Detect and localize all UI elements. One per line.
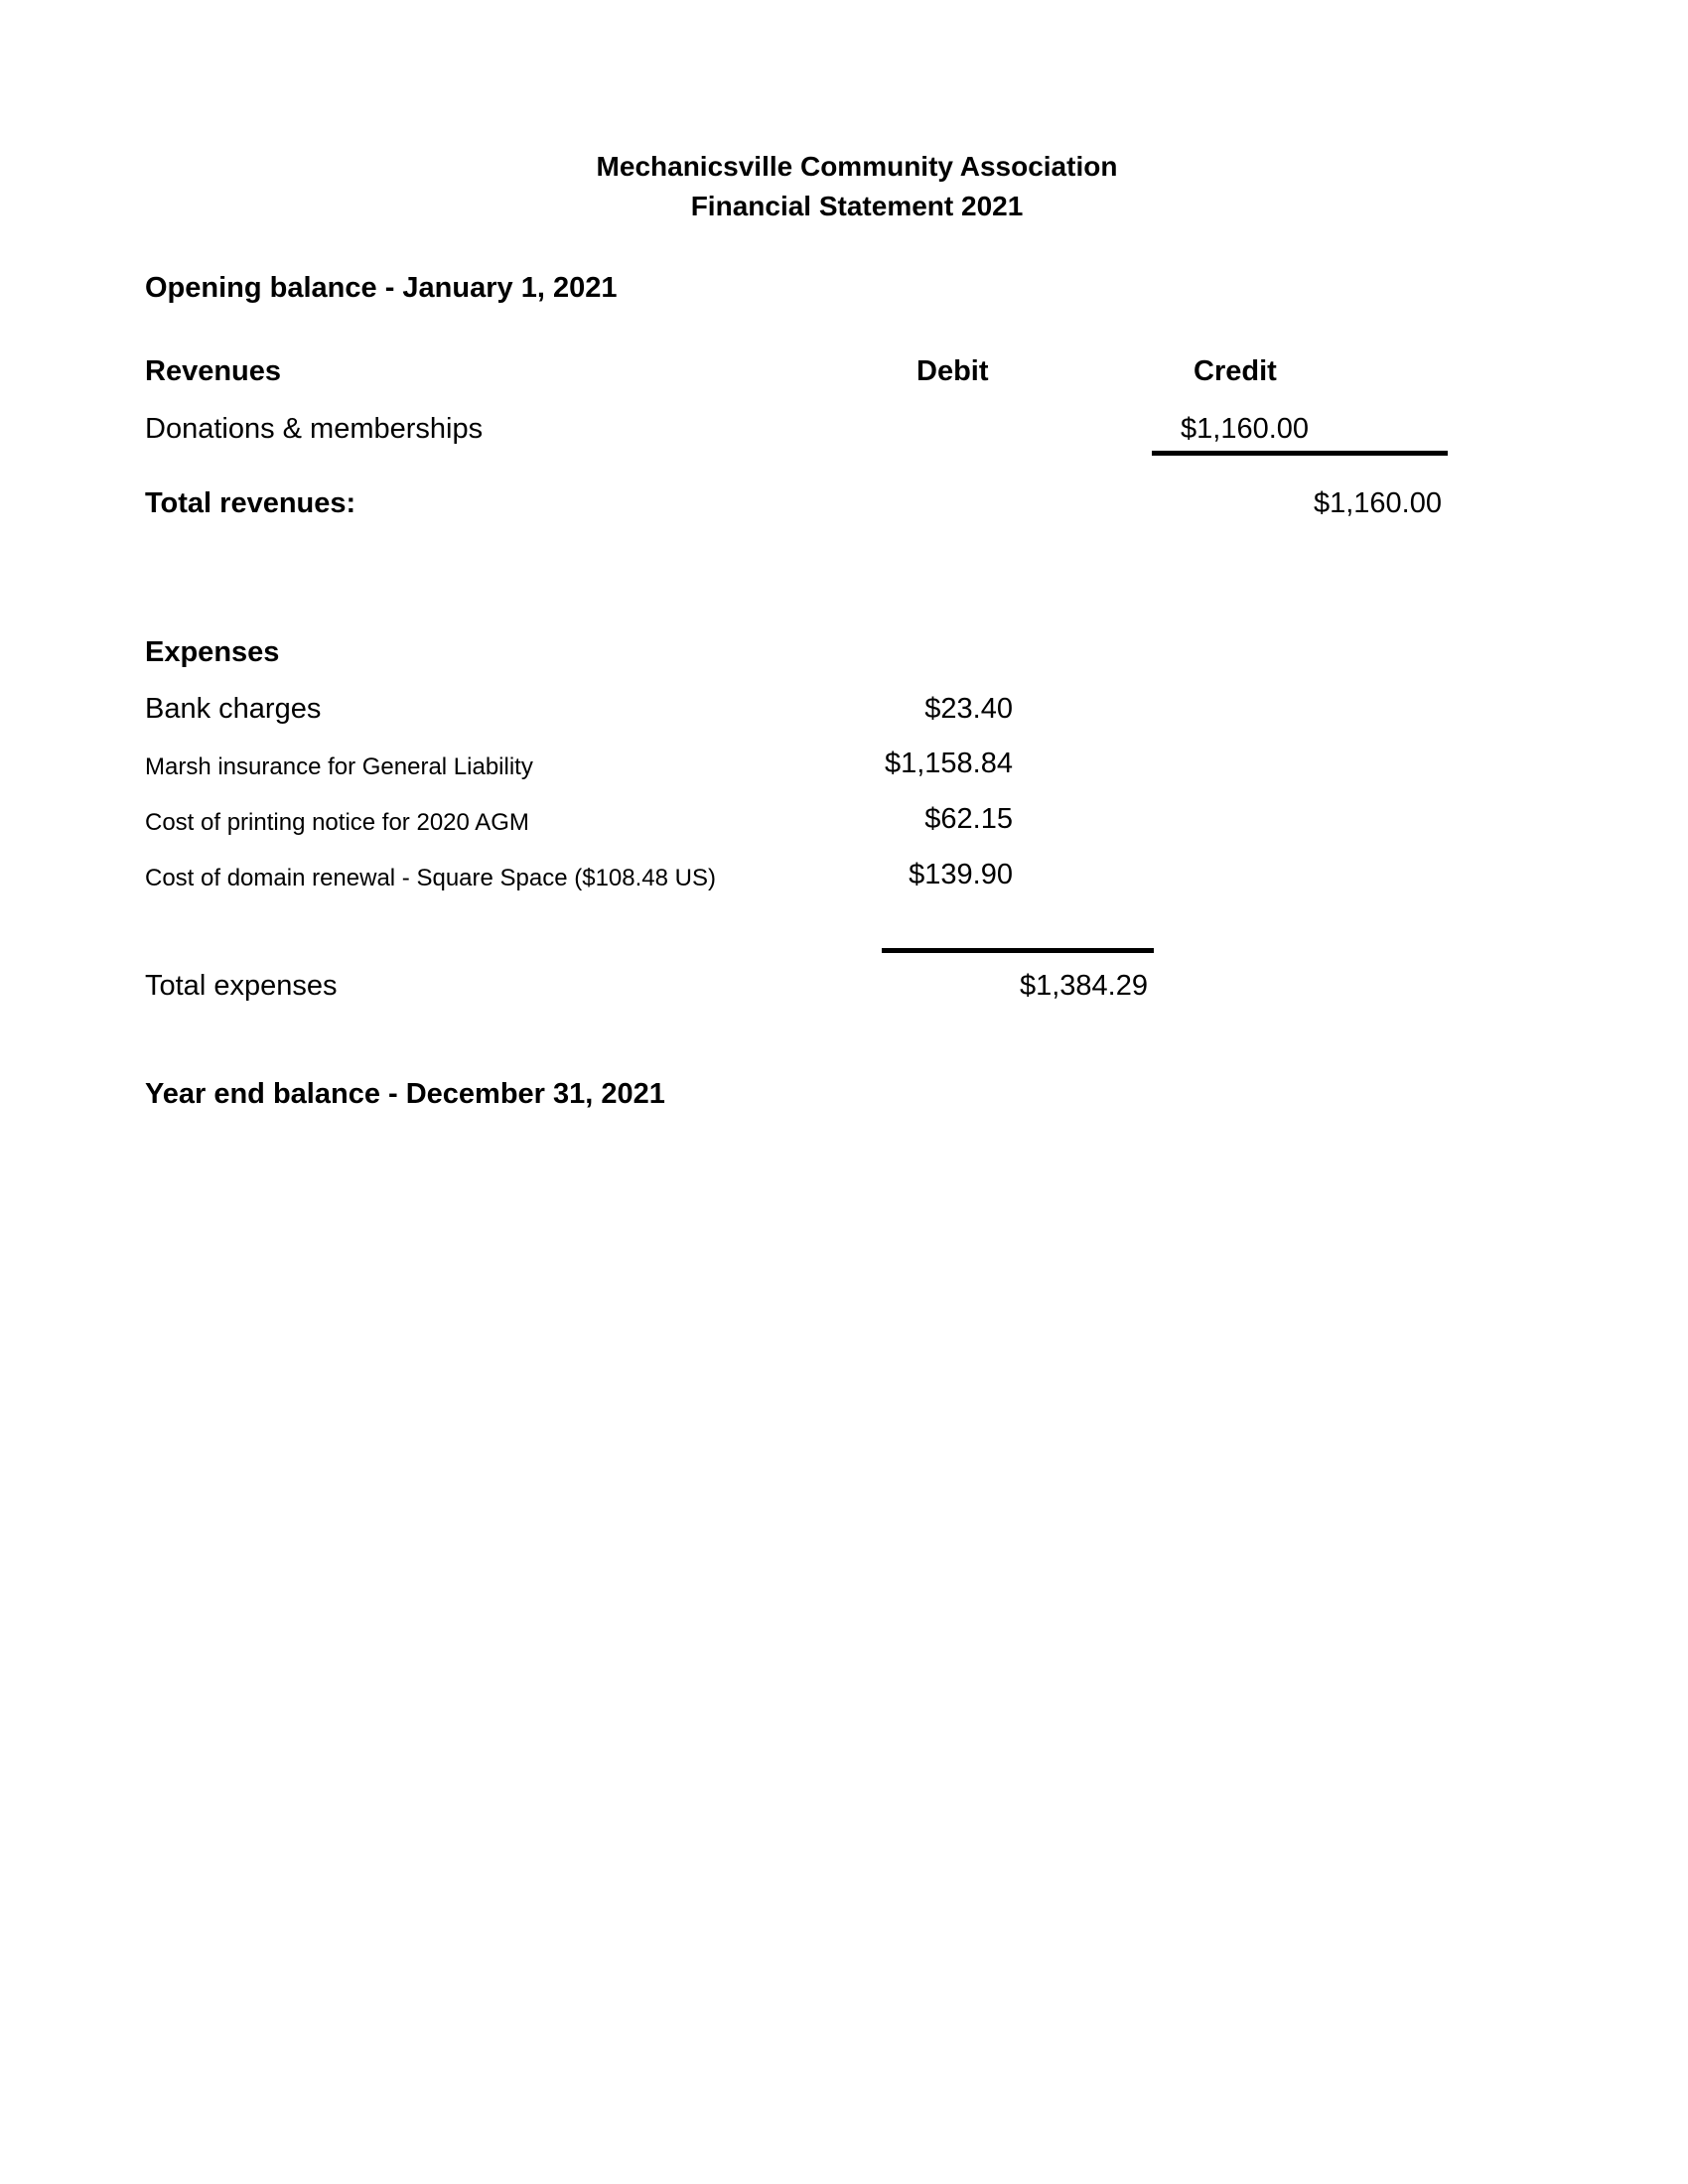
year-end-balance-label: Year end balance - December 31, 2021 [145, 1078, 665, 1110]
debit-total-rule [882, 948, 1154, 953]
expense-item-debit: $1,158.84 [884, 748, 1013, 779]
expense-item-label: Marsh insurance for General Liability [145, 753, 533, 780]
opening-balance-label: Opening balance - January 1, 2021 [145, 272, 618, 304]
total-expenses-label: Total expenses [145, 970, 338, 1002]
total-expenses-value: $1,384.29 [1019, 970, 1148, 1002]
revenues-heading: Revenues [145, 355, 282, 387]
expense-item-label: Bank charges [145, 693, 322, 725]
statement-title: Financial Statement 2021 [690, 191, 1024, 221]
debit-column-header: Debit [916, 355, 989, 387]
total-revenues-label: Total revenues: [145, 487, 356, 519]
credit-column-header: Credit [1194, 355, 1277, 387]
revenue-item-label: Donations & memberships [145, 413, 484, 445]
organization-name: Mechanicsville Community Association [596, 151, 1118, 182]
total-revenues-value: $1,160.00 [1313, 487, 1442, 519]
expense-item-debit: $23.40 [924, 693, 1013, 725]
expense-item-debit: $139.90 [909, 859, 1013, 890]
credit-total-rule [1152, 451, 1448, 456]
expense-item-debit: $62.15 [924, 803, 1013, 835]
expense-item-label: Cost of domain renewal - Square Space ($108.48 US) [145, 865, 716, 891]
expense-item-label: Cost of printing notice for 2020 AGM [145, 809, 529, 836]
expenses-heading: Expenses [145, 636, 280, 668]
revenue-item-credit: $1,160.00 [1181, 413, 1310, 445]
